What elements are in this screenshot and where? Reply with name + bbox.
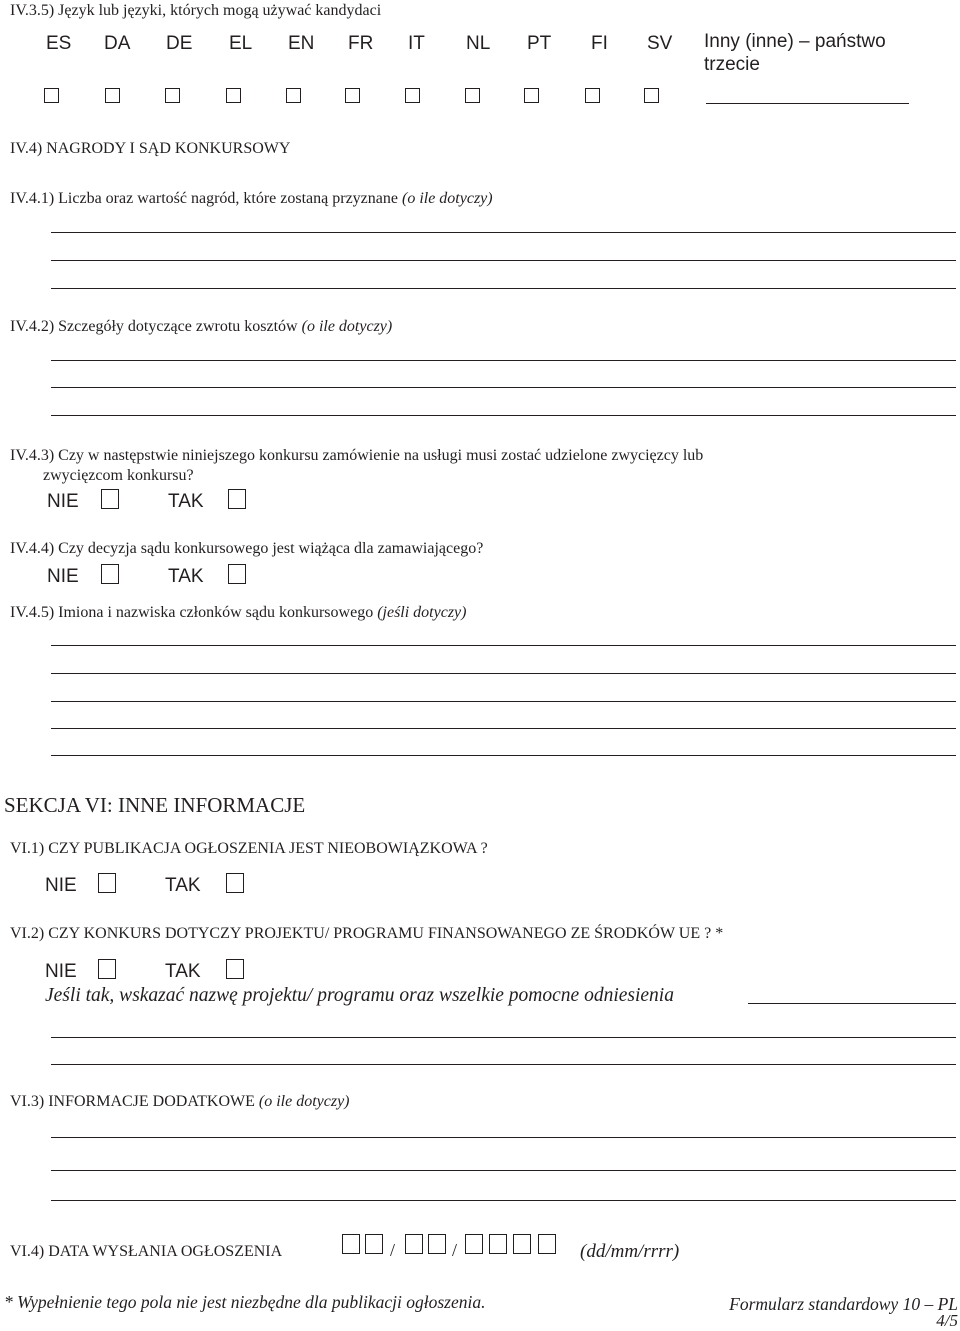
iv44-no-checkbox[interactable] bbox=[101, 564, 119, 584]
iv43-yes-checkbox[interactable] bbox=[228, 489, 246, 509]
jury-input-line-1[interactable] bbox=[51, 645, 956, 646]
vi1-yes-label: TAK bbox=[165, 875, 201, 896]
lang-other-label-2: trzecie bbox=[704, 54, 760, 75]
lang-checkbox-fr[interactable] bbox=[345, 88, 360, 103]
lang-label-it: IT bbox=[408, 33, 425, 54]
section-vi3-title: VI.3) INFORMACJE DODATKOWE bbox=[10, 1093, 255, 1110]
lang-checkbox-en[interactable] bbox=[286, 88, 301, 103]
date-separator-1: / bbox=[390, 1240, 396, 1260]
section-vi-title: SEKCJA VI: INNE INFORMACJE bbox=[4, 793, 306, 817]
lang-checkbox-pt[interactable] bbox=[524, 88, 539, 103]
lang-label-de: DE bbox=[166, 33, 193, 54]
lang-label-es: ES bbox=[46, 33, 72, 54]
date-day-digit-1[interactable] bbox=[342, 1234, 360, 1254]
section-iv43-line2: zwycięzcom konkursu? bbox=[43, 467, 194, 484]
vi2-hint: Jeśli tak, wskazać nazwę projektu/ programu oraz wszelkie pomocne odniesienia bbox=[45, 985, 674, 1006]
lang-label-fr: FR bbox=[348, 33, 374, 54]
date-year-digit-4[interactable] bbox=[538, 1234, 556, 1254]
section-vi1-heading: VI.1) CZY PUBLIKACJA OGŁOSZENIA JEST NIEOBOWIĄZKOWA ? bbox=[10, 840, 488, 857]
iv43-yes-label: TAK bbox=[168, 491, 204, 512]
lang-label-nl: NL bbox=[466, 33, 491, 54]
lang-label-fi: FI bbox=[591, 33, 608, 54]
costs-input-line-2[interactable] bbox=[51, 387, 956, 388]
lang-checkbox-de[interactable] bbox=[165, 88, 180, 103]
page-number: 4/5 bbox=[936, 1311, 958, 1330]
section-iv44-heading: IV.4.4) Czy decyzja sądu konkursowego jest wiążąca dla zamawiającego? bbox=[10, 540, 484, 557]
section-iv42-heading bbox=[10, 318, 392, 336]
vi2-project-input-line-1[interactable] bbox=[748, 1003, 956, 1004]
section-iv42-note: (o ile dotyczy) bbox=[301, 318, 393, 335]
date-format-hint: (dd/mm/rrrr) bbox=[580, 1241, 680, 1262]
iv44-yes-label: TAK bbox=[168, 566, 204, 587]
iv44-yes-checkbox[interactable] bbox=[228, 564, 246, 584]
section-iv45-title: IV.4.5) Imiona i nazwiska członków sądu konkursowego bbox=[10, 604, 374, 621]
additional-info-input-line-2[interactable] bbox=[51, 1170, 956, 1171]
lang-checkbox-el[interactable] bbox=[226, 88, 241, 103]
date-separator-2: / bbox=[452, 1240, 458, 1260]
vi1-no-label: NIE bbox=[45, 875, 77, 896]
vi2-yes-label: TAK bbox=[165, 961, 201, 982]
lang-label-en: EN bbox=[288, 33, 315, 54]
costs-input-line-1[interactable] bbox=[51, 360, 956, 361]
lang-label-sv: SV bbox=[647, 33, 673, 54]
vi2-project-input-line-3[interactable] bbox=[51, 1064, 956, 1065]
lang-label-pt: PT bbox=[527, 33, 552, 54]
lang-checkbox-sv[interactable] bbox=[644, 88, 659, 103]
lang-checkbox-it[interactable] bbox=[405, 88, 420, 103]
lang-label-da: DA bbox=[104, 33, 131, 54]
vi2-project-input-line-2[interactable] bbox=[51, 1037, 956, 1038]
form-name: Formularz standardowy 10 – PL bbox=[729, 1294, 958, 1314]
jury-input-line-5[interactable] bbox=[51, 755, 956, 756]
prizes-input-line-3[interactable] bbox=[51, 288, 956, 289]
section-iv45-note: (jeśli dotyczy) bbox=[377, 604, 467, 621]
additional-info-input-line-1[interactable] bbox=[51, 1137, 956, 1138]
costs-input-line-3[interactable] bbox=[51, 415, 956, 416]
footnote: * Wypełnienie tego pola nie jest niezbędne dla publikacji ogłoszenia. bbox=[4, 1292, 486, 1312]
prizes-input-line-2[interactable] bbox=[51, 260, 956, 261]
section-iv43-line1: IV.4.3) Czy w następstwie niniejszego konkursu zamówienie na usługi musi zostać udzielone zwycięzcy lub bbox=[10, 447, 704, 464]
section-iv41-title: IV.4.1) Liczba oraz wartość nagród, które zostaną przyznane bbox=[10, 190, 398, 207]
date-day-digit-2[interactable] bbox=[365, 1234, 383, 1254]
section-vi2-heading: VI.2) CZY KONKURS DOTYCZY PROJEKTU/ PROGRAMU FINANSOWANEGO ZE ŚRODKÓW UE ? * bbox=[10, 925, 724, 942]
section-vi3-note: (o ile dotyczy) bbox=[258, 1093, 350, 1110]
lang-checkbox-fi[interactable] bbox=[585, 88, 600, 103]
lang-checkbox-nl[interactable] bbox=[465, 88, 480, 103]
iv43-no-checkbox[interactable] bbox=[101, 489, 119, 509]
section-iv42-title: IV.4.2) Szczegóły dotyczące zwrotu kosztów bbox=[10, 318, 298, 335]
additional-info-input-line-3[interactable] bbox=[51, 1200, 956, 1201]
section-iv4-heading: IV.4) NAGRODY I SĄD KONKURSOWY bbox=[10, 140, 291, 157]
vi2-yes-checkbox[interactable] bbox=[226, 959, 244, 979]
date-month-digit-1[interactable] bbox=[405, 1234, 423, 1254]
section-iv41-heading bbox=[10, 190, 493, 208]
jury-input-line-2[interactable] bbox=[51, 673, 956, 674]
jury-input-line-4[interactable] bbox=[51, 728, 956, 729]
vi2-no-checkbox[interactable] bbox=[98, 959, 116, 979]
date-year-digit-3[interactable] bbox=[513, 1234, 531, 1254]
vi2-no-label: NIE bbox=[45, 961, 77, 982]
lang-other-input-line[interactable] bbox=[706, 103, 909, 104]
lang-checkbox-es[interactable] bbox=[44, 88, 59, 103]
section-iv45-heading bbox=[10, 604, 466, 622]
date-year-digit-2[interactable] bbox=[489, 1234, 507, 1254]
lang-other-label-1: Inny (inne) – państwo bbox=[704, 31, 886, 52]
iv44-no-label: NIE bbox=[47, 566, 79, 587]
vi1-no-checkbox[interactable] bbox=[98, 873, 116, 893]
lang-checkbox-da[interactable] bbox=[105, 88, 120, 103]
section-iv35-heading: IV.3.5) Język lub języki, których mogą używać kandydaci bbox=[10, 2, 382, 19]
section-vi3-heading bbox=[10, 1093, 350, 1111]
prizes-input-line-1[interactable] bbox=[51, 232, 956, 233]
date-year-digit-1[interactable] bbox=[465, 1234, 483, 1254]
lang-label-el: EL bbox=[229, 33, 253, 54]
iv43-no-label: NIE bbox=[47, 491, 79, 512]
vi1-yes-checkbox[interactable] bbox=[226, 873, 244, 893]
section-vi4-heading: VI.4) DATA WYSŁANIA OGŁOSZENIA bbox=[10, 1243, 283, 1260]
jury-input-line-3[interactable] bbox=[51, 701, 956, 702]
date-month-digit-2[interactable] bbox=[428, 1234, 446, 1254]
section-iv41-note: (o ile dotyczy) bbox=[401, 190, 493, 207]
